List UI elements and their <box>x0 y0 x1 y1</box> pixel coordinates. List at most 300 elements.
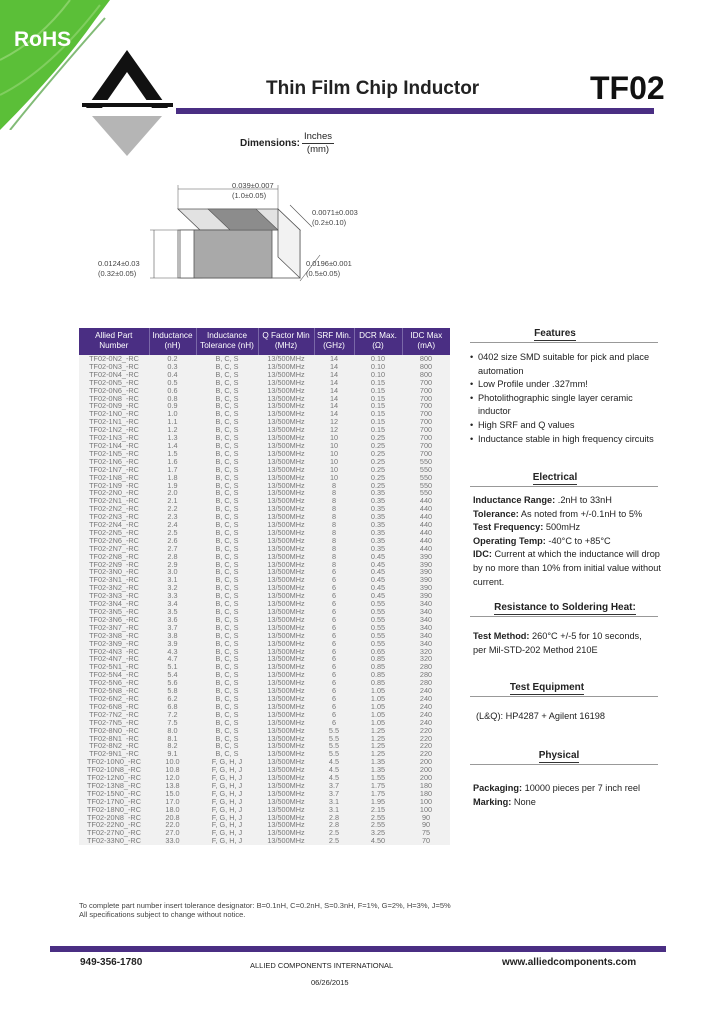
table-cell: 8 <box>314 513 354 521</box>
table-row <box>79 537 450 545</box>
table-cell: 20.8 <box>149 814 196 822</box>
table-cell: 3.3 <box>149 592 196 600</box>
table-cell: 12 <box>314 418 354 426</box>
table-cell: TF02-5N8_-RC <box>79 687 149 695</box>
table-cell: 6 <box>314 576 354 584</box>
table-cell: TF02-0N8_-RC <box>79 395 149 403</box>
table-cell: 100 <box>402 806 450 814</box>
table-cell: TF02-9N1_-RC <box>79 750 149 758</box>
table-cell: 13/500MHz <box>258 410 314 418</box>
table-cell: 12 <box>314 426 354 434</box>
table-cell: 2.0 <box>149 489 196 497</box>
inductance-range: Inductance Range: .2nH to 33nH <box>473 495 612 505</box>
table-cell: B, C, S <box>196 719 258 727</box>
table-cell: TF02-2N2_-RC <box>79 505 149 513</box>
table-cell: 6 <box>314 648 354 656</box>
marking: Marking: None <box>473 796 536 807</box>
table-cell: 0.15 <box>354 410 402 418</box>
table-cell: 2.55 <box>354 814 402 822</box>
table-cell: 14 <box>314 363 354 371</box>
table-cell: F, G, H, J <box>196 821 258 829</box>
table-cell: B, C, S <box>196 458 258 466</box>
table-cell: 0.6 <box>149 387 196 395</box>
table-cell: 7.5 <box>149 719 196 727</box>
table-cell: 390 <box>402 576 450 584</box>
table-cell: 0.85 <box>354 663 402 671</box>
table-cell: B, C, S <box>196 727 258 735</box>
spec-table <box>79 328 450 845</box>
table-cell: TF02-1N3_-RC <box>79 434 149 442</box>
table-cell: 0.35 <box>354 489 402 497</box>
table-cell: 3.0 <box>149 568 196 576</box>
table-cell: TF02-1N6_-RC <box>79 458 149 466</box>
table-cell: 1.95 <box>354 798 402 806</box>
table-cell: 13/500MHz <box>258 379 314 387</box>
spec-change-note: All specifications subject to change without notice. <box>79 910 246 919</box>
table-cell: B, C, S <box>196 711 258 719</box>
table-cell: 8 <box>314 553 354 561</box>
table-cell: 1.2 <box>149 426 196 434</box>
table-cell: 280 <box>402 663 450 671</box>
table-cell: 2.8 <box>149 553 196 561</box>
table-cell: 180 <box>402 790 450 798</box>
table-cell: TF02-2N7_-RC <box>79 545 149 553</box>
table-row <box>79 568 450 576</box>
footer-website[interactable]: www.alliedcomponents.com <box>502 957 637 968</box>
table-cell: 13/500MHz <box>258 395 314 403</box>
table-cell: 7.2 <box>149 711 196 719</box>
table-cell: 340 <box>402 640 450 648</box>
packaging: Packaging: 10000 pieces per 7 inch reel <box>473 783 641 793</box>
table-cell: 4.5 <box>314 758 354 766</box>
table-cell: 12.0 <box>149 774 196 782</box>
table-row <box>79 790 450 798</box>
table-cell: TF02-4N7_-RC <box>79 655 149 663</box>
table-cell: 13/500MHz <box>258 711 314 719</box>
table-cell: TF02-3N0_-RC <box>79 568 149 576</box>
table-cell: 4.3 <box>149 648 196 656</box>
table-cell: 0.15 <box>354 395 402 403</box>
section-divider <box>470 764 658 765</box>
table-cell: 13/500MHz <box>258 371 314 379</box>
table-cell: 340 <box>402 632 450 640</box>
table-cell: 240 <box>402 711 450 719</box>
table-cell: 13/500MHz <box>258 505 314 513</box>
table-cell: 1.0 <box>149 410 196 418</box>
table-cell: 13/500MHz <box>258 600 314 608</box>
table-cell: 700 <box>402 395 450 403</box>
table-cell: 240 <box>402 695 450 703</box>
table-row <box>79 758 450 766</box>
table-row <box>79 750 450 758</box>
table-cell: 700 <box>402 379 450 387</box>
table-row <box>79 687 450 695</box>
table-cell: TF02-10N8_-RC <box>79 766 149 774</box>
table-row <box>79 410 450 418</box>
table-cell: TF02-10N0_-RC <box>79 758 149 766</box>
table-cell: B, C, S <box>196 703 258 711</box>
table-cell: 0.15 <box>354 379 402 387</box>
width-dim-mm: (0.2±0.10) <box>312 218 347 227</box>
table-cell: 800 <box>402 363 450 371</box>
table-cell: 14 <box>314 395 354 403</box>
table-cell: F, G, H, J <box>196 829 258 837</box>
table-cell: F, G, H, J <box>196 806 258 814</box>
table-cell: 13/500MHz <box>258 774 314 782</box>
table-cell: 280 <box>402 679 450 687</box>
footer-date: 06/26/2015 <box>311 978 349 987</box>
table-cell: 0.25 <box>354 482 402 490</box>
table-cell: 0.45 <box>354 568 402 576</box>
table-cell: 2.1 <box>149 497 196 505</box>
table-cell: 1.5 <box>149 450 196 458</box>
table-cell: 3.7 <box>149 624 196 632</box>
table-cell: TF02-3N8_-RC <box>79 632 149 640</box>
table-cell: 14 <box>314 410 354 418</box>
table-cell: 8 <box>314 529 354 537</box>
table-cell: 700 <box>402 426 450 434</box>
table-cell: 550 <box>402 458 450 466</box>
table-cell: 550 <box>402 489 450 497</box>
features-list <box>470 351 660 446</box>
table-cell: 9.1 <box>149 750 196 758</box>
table-cell: TF02-18N0_-RC <box>79 806 149 814</box>
table-cell: 0.85 <box>354 655 402 663</box>
table-cell: 0.10 <box>354 371 402 379</box>
tolerance-note: To complete part number insert tolerance designator: B=0.1nH, C=0.2nH, S=0.3nH, F=1%, G=2%, H=3%, J=5% <box>79 901 451 910</box>
table-cell: F, G, H, J <box>196 766 258 774</box>
table-cell: TF02-1N9_-RC <box>79 482 149 490</box>
table-cell: 90 <box>402 814 450 822</box>
table-cell: 14 <box>314 355 354 363</box>
table-cell: F, G, H, J <box>196 837 258 845</box>
table-cell: 13/500MHz <box>258 758 314 766</box>
table-cell: 2.8 <box>314 821 354 829</box>
electrical-specs <box>473 494 663 589</box>
table-cell: 6 <box>314 632 354 640</box>
table-cell: 0.25 <box>354 466 402 474</box>
features-heading: Features <box>534 328 576 339</box>
table-cell: 13/500MHz <box>258 442 314 450</box>
table-cell: 220 <box>402 735 450 743</box>
table-cell: 0.45 <box>354 592 402 600</box>
footer-company: ALLIED COMPONENTS INTERNATIONAL <box>250 961 394 970</box>
table-cell: 13/500MHz <box>258 497 314 505</box>
soldering-heading: Resistance to Soldering Heat: <box>494 602 636 613</box>
header-divider <box>176 108 654 114</box>
table-cell: TF02-27N0_-RC <box>79 829 149 837</box>
footer-divider <box>50 946 666 952</box>
table-cell: 13/500MHz <box>258 458 314 466</box>
table-cell: 13/500MHz <box>258 418 314 426</box>
table-cell: 3.7 <box>314 782 354 790</box>
table-cell: B, C, S <box>196 695 258 703</box>
physical-heading: Physical <box>538 750 580 761</box>
table-row <box>79 592 450 600</box>
table-cell: B, C, S <box>196 489 258 497</box>
table-cell: 550 <box>402 474 450 482</box>
table-row <box>79 624 450 632</box>
feature-item: • Inductance stable in high frequency circuits <box>470 433 660 447</box>
table-cell: 10.8 <box>149 766 196 774</box>
table-row <box>79 442 450 450</box>
table-cell: TF02-2N8_-RC <box>79 553 149 561</box>
table-cell: 3.1 <box>314 798 354 806</box>
table-cell: 4.7 <box>149 655 196 663</box>
table-cell: 10 <box>314 442 354 450</box>
table-row <box>79 735 450 743</box>
table-cell: 700 <box>402 434 450 442</box>
table-cell: B, C, S <box>196 553 258 561</box>
table-cell: TF02-3N3_-RC <box>79 592 149 600</box>
end-dim: 0.0196±0.001 <box>306 259 352 268</box>
table-row <box>79 387 450 395</box>
table-row <box>79 434 450 442</box>
table-row <box>79 561 450 569</box>
table-cell: 0.3 <box>149 363 196 371</box>
table-cell: B, C, S <box>196 410 258 418</box>
table-cell: 2.6 <box>149 537 196 545</box>
table-cell: B, C, S <box>196 466 258 474</box>
table-cell: 1.25 <box>354 735 402 743</box>
table-cell: TF02-3N9_-RC <box>79 640 149 648</box>
table-cell: 1.8 <box>149 474 196 482</box>
table-row <box>79 616 450 624</box>
table-cell: 27.0 <box>149 829 196 837</box>
table-cell: 0.55 <box>354 640 402 648</box>
table-cell: 1.05 <box>354 703 402 711</box>
table-cell: 5.4 <box>149 671 196 679</box>
table-cell: TF02-5N4_-RC <box>79 671 149 679</box>
table-row <box>79 402 450 410</box>
table-cell: 0.25 <box>354 442 402 450</box>
table-cell: 13/500MHz <box>258 489 314 497</box>
table-cell: 390 <box>402 553 450 561</box>
table-cell: B, C, S <box>196 671 258 679</box>
table-cell: 13/500MHz <box>258 648 314 656</box>
table-cell: 13/500MHz <box>258 537 314 545</box>
table-cell: 13/500MHz <box>258 568 314 576</box>
table-row <box>79 363 450 371</box>
spec-table-body <box>79 355 450 845</box>
table-cell: 13/500MHz <box>258 671 314 679</box>
table-cell: TF02-5N6_-RC <box>79 679 149 687</box>
table-cell: B, C, S <box>196 663 258 671</box>
electrical-heading: Electrical <box>532 472 578 483</box>
table-cell: 0.10 <box>354 363 402 371</box>
table-row <box>79 829 450 837</box>
table-cell: 0.15 <box>354 402 402 410</box>
table-cell: 2.15 <box>354 806 402 814</box>
equipment-heading: Test Equipment <box>509 682 585 693</box>
table-cell: 13/500MHz <box>258 829 314 837</box>
table-cell: 3.8 <box>149 632 196 640</box>
table-cell: 550 <box>402 466 450 474</box>
table-cell: 0.15 <box>354 387 402 395</box>
table-cell: 220 <box>402 742 450 750</box>
table-cell: TF02-3N4_-RC <box>79 600 149 608</box>
table-cell: 1.6 <box>149 458 196 466</box>
table-cell: 8.0 <box>149 727 196 735</box>
table-row <box>79 482 450 490</box>
feature-item: • 0402 size SMD suitable for pick and place automation <box>470 351 660 378</box>
table-cell: 0.8 <box>149 395 196 403</box>
table-cell: TF02-7N5_-RC <box>79 719 149 727</box>
table-cell: B, C, S <box>196 521 258 529</box>
table-cell: 0.55 <box>354 608 402 616</box>
table-cell: 5.6 <box>149 679 196 687</box>
table-cell: 13/500MHz <box>258 363 314 371</box>
table-cell: TF02-0N4_-RC <box>79 371 149 379</box>
table-cell: 13/500MHz <box>258 553 314 561</box>
table-cell: TF02-17N0_-RC <box>79 798 149 806</box>
table-cell: 390 <box>402 584 450 592</box>
table-cell: 13/500MHz <box>258 592 314 600</box>
section-divider <box>470 616 658 617</box>
table-cell: 0.35 <box>354 545 402 553</box>
table-cell: 13/500MHz <box>258 584 314 592</box>
tolerance: Tolerance: As noted from +/-0.1nH to 5% <box>473 508 643 519</box>
table-cell: TF02-1N4_-RC <box>79 442 149 450</box>
table-cell: 0.25 <box>354 474 402 482</box>
table-cell: 18.0 <box>149 806 196 814</box>
table-cell: 8 <box>314 497 354 505</box>
table-cell: TF02-3N6_-RC <box>79 616 149 624</box>
table-row <box>79 505 450 513</box>
table-cell: 6 <box>314 695 354 703</box>
table-cell: 13/500MHz <box>258 608 314 616</box>
table-cell: 6 <box>314 592 354 600</box>
table-cell: 13/500MHz <box>258 513 314 521</box>
table-cell: 0.55 <box>354 632 402 640</box>
table-cell: TF02-20N8_-RC <box>79 814 149 822</box>
table-cell: B, C, S <box>196 600 258 608</box>
table-cell: 5.8 <box>149 687 196 695</box>
table-cell: 2.5 <box>314 837 354 845</box>
table-cell: 10.0 <box>149 758 196 766</box>
table-cell: 70 <box>402 837 450 845</box>
table-cell: B, C, S <box>196 632 258 640</box>
table-cell: TF02-2N5_-RC <box>79 529 149 537</box>
table-row <box>79 727 450 735</box>
table-cell: 5.5 <box>314 727 354 735</box>
table-cell: 1.25 <box>354 727 402 735</box>
table-cell: B, C, S <box>196 450 258 458</box>
table-cell: 1.35 <box>354 766 402 774</box>
table-cell: 340 <box>402 616 450 624</box>
table-cell: B, C, S <box>196 655 258 663</box>
table-cell: TF02-33N0_-RC <box>79 837 149 845</box>
table-row <box>79 576 450 584</box>
table-cell: 0.45 <box>354 576 402 584</box>
table-cell: TF02-0N3_-RC <box>79 363 149 371</box>
table-cell: 6 <box>314 703 354 711</box>
table-cell: 13/500MHz <box>258 576 314 584</box>
table-cell: B, C, S <box>196 576 258 584</box>
table-cell: 13/500MHz <box>258 466 314 474</box>
table-cell: 4.5 <box>314 774 354 782</box>
table-cell: B, C, S <box>196 584 258 592</box>
table-cell: 6 <box>314 711 354 719</box>
table-cell: 0.4 <box>149 371 196 379</box>
table-cell: 6 <box>314 687 354 695</box>
physical-specs <box>473 782 663 809</box>
table-cell: 13/500MHz <box>258 355 314 363</box>
table-cell: 240 <box>402 687 450 695</box>
table-row <box>79 837 450 845</box>
table-cell: 10 <box>314 466 354 474</box>
table-row <box>79 355 450 363</box>
table-cell: 13/500MHz <box>258 837 314 845</box>
table-cell: 240 <box>402 703 450 711</box>
table-cell: B, C, S <box>196 592 258 600</box>
table-row <box>79 703 450 711</box>
feature-item: • High SRF and Q values <box>470 419 660 433</box>
table-cell: 6 <box>314 671 354 679</box>
table-cell: TF02-1N8_-RC <box>79 474 149 482</box>
table-cell: 440 <box>402 537 450 545</box>
table-cell: 3.6 <box>149 616 196 624</box>
table-cell: 180 <box>402 782 450 790</box>
table-row <box>79 584 450 592</box>
table-cell: 200 <box>402 774 450 782</box>
table-cell: 13/500MHz <box>258 624 314 632</box>
table-cell: TF02-0N5_-RC <box>79 379 149 387</box>
table-row <box>79 655 450 663</box>
table-cell: 13/500MHz <box>258 679 314 687</box>
table-cell: 0.35 <box>354 529 402 537</box>
table-cell: B, C, S <box>196 529 258 537</box>
table-row <box>79 782 450 790</box>
table-cell: TF02-13N8_-RC <box>79 782 149 790</box>
table-cell: 320 <box>402 648 450 656</box>
table-row <box>79 663 450 671</box>
table-row <box>79 766 450 774</box>
table-row <box>79 466 450 474</box>
table-cell: 0.35 <box>354 521 402 529</box>
table-cell: 13/500MHz <box>258 790 314 798</box>
table-cell: 13/500MHz <box>258 742 314 750</box>
table-cell: 0.25 <box>354 458 402 466</box>
table-cell: 800 <box>402 355 450 363</box>
table-cell: TF02-3N2_-RC <box>79 584 149 592</box>
table-cell: 1.05 <box>354 719 402 727</box>
table-cell: F, G, H, J <box>196 774 258 782</box>
table-cell: B, C, S <box>196 426 258 434</box>
table-cell: 340 <box>402 600 450 608</box>
table-cell: 3.25 <box>354 829 402 837</box>
height-dim-mm: (0.32±0.05) <box>98 269 137 278</box>
table-cell: B, C, S <box>196 735 258 743</box>
table-cell: 0.25 <box>354 450 402 458</box>
section-divider <box>470 696 658 697</box>
table-row <box>79 742 450 750</box>
table-cell: 75 <box>402 829 450 837</box>
idc: IDC: Current at which the inductance will drop by no more than 10% from initial value without current. <box>473 549 661 587</box>
table-cell: B, C, S <box>196 545 258 553</box>
table-cell: 390 <box>402 561 450 569</box>
table-cell: TF02-8N0_-RC <box>79 727 149 735</box>
height-dim: 0.0124±0.03 <box>98 259 140 268</box>
table-cell: 2.9 <box>149 561 196 569</box>
table-cell: 1.55 <box>354 774 402 782</box>
table-row <box>79 497 450 505</box>
table-cell: 220 <box>402 750 450 758</box>
table-cell: 33.0 <box>149 837 196 845</box>
table-cell: 1.3 <box>149 434 196 442</box>
table-cell: 0.25 <box>354 434 402 442</box>
table-cell: 1.35 <box>354 758 402 766</box>
